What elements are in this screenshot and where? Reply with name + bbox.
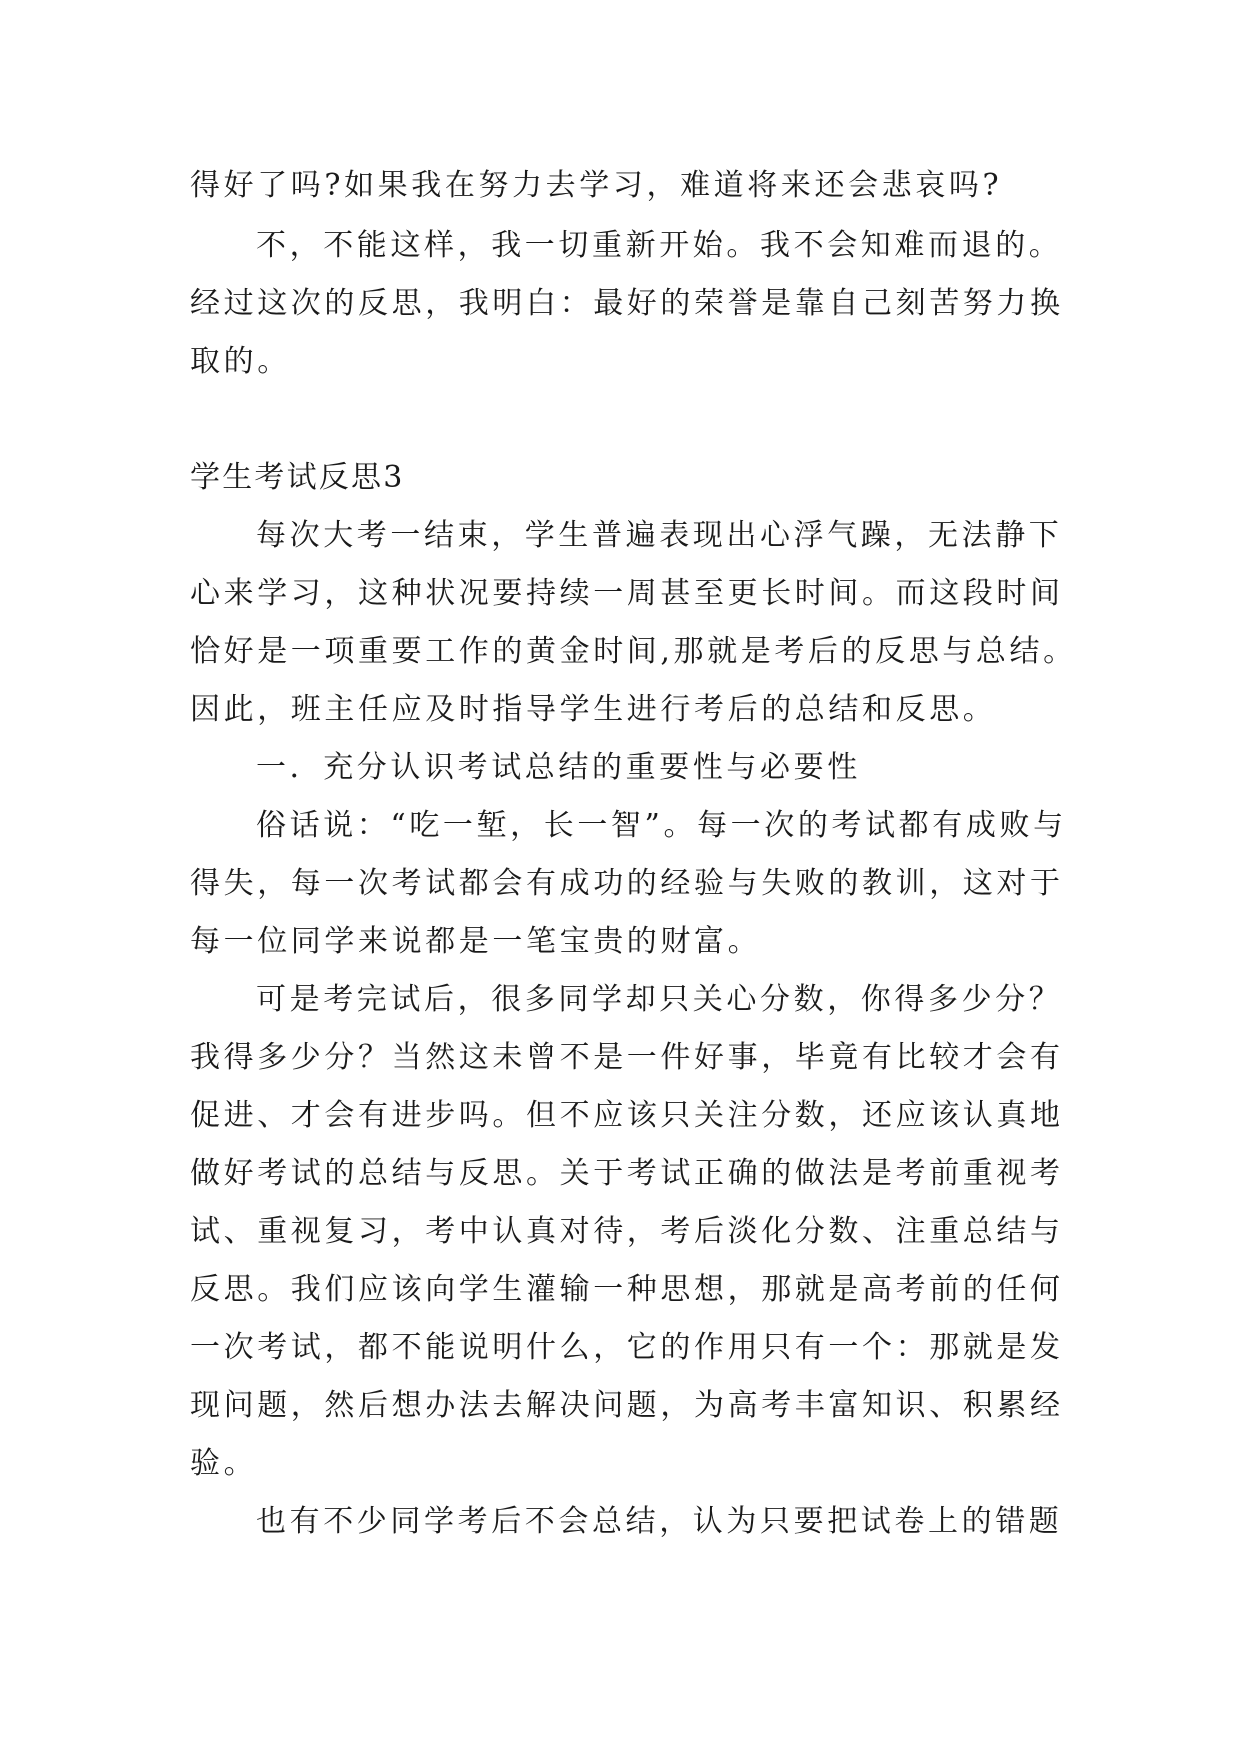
paragraph-start: 每次大考一结束，学生普遍表现出心浮气躁，无法静下: [256, 518, 1063, 553]
text-line: 做好考试的总结与反思。关于考试正确的做法是考前重视考: [190, 1156, 1064, 1191]
text-line: 验。: [190, 1446, 258, 1481]
text-line: 反思。我们应该向学生灌输一种思想，那就是高考前的任何: [190, 1272, 1064, 1307]
text-line: 现问题，然后想办法去解决问题，为高考丰富知识、积累经: [190, 1388, 1064, 1423]
text-line: 每一位同学来说都是一笔宝贵的财富。: [190, 924, 762, 959]
paragraph-start: 也有不少同学考后不会总结，认为只要把试卷上的错题: [256, 1504, 1063, 1539]
text-line: 我得多少分？当然这未曾不是一件好事，毕竟有比较才会有: [190, 1040, 1064, 1075]
text-line: 促进、才会有进步吗。但不应该只关注分数，还应该认真地: [190, 1098, 1064, 1133]
text-line: 试、重视复习，考中认真对待，考后淡化分数、注重总结与: [190, 1214, 1064, 1249]
paragraph-start: 俗话说：“吃一堑，长一智”。每一次的考试都有成败与: [256, 808, 1067, 843]
text-line: 心来学习，这种状况要持续一周甚至更长时间。而这段时间: [190, 576, 1064, 611]
section-heading: 学生考试反思3: [190, 460, 405, 495]
paragraph-start: 不，不能这样，我一切重新开始。我不会知难而退的。: [256, 228, 1063, 263]
subheading: 一．充分认识考试总结的重要性与必要性: [256, 750, 861, 785]
text-line: 因此，班主任应及时指导学生进行考后的总结和反思。: [190, 692, 997, 727]
paragraph-start: 可是考完试后，很多同学却只关心分数，你得多少分？: [256, 982, 1063, 1017]
text-line: 取的。: [190, 344, 291, 379]
text-line: 得好了吗?如果我在努力去学习，难道将来还会悲哀吗?: [190, 168, 1003, 203]
text-line: 恰好是一项重要工作的黄金时间,那就是考后的反思与总结。: [190, 634, 1077, 669]
text-line: 经过这次的反思，我明白：最好的荣誉是靠自己刻苦努力换: [190, 286, 1064, 321]
text-line: 一次考试，都不能说明什么，它的作用只有一个：那就是发: [190, 1330, 1064, 1365]
text-line: 得失，每一次考试都会有成功的经验与失败的教训，这对于: [190, 866, 1064, 901]
